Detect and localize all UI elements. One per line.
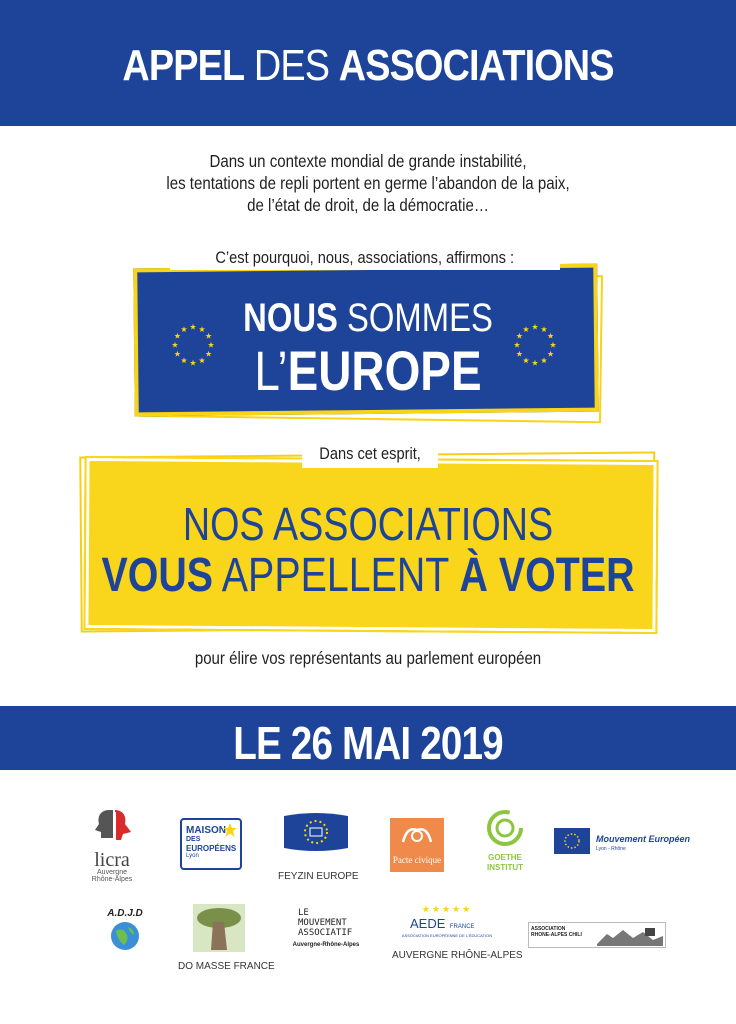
date-band [0, 706, 736, 770]
mouvement-europeen-logo: Mouvement Européen Lyon - Rhône [554, 828, 694, 858]
licra-name: licra [94, 849, 130, 871]
licra-profiles-icon [87, 806, 137, 846]
vous-appellent-heading: VOUS APPELLENT À VOTER [101, 549, 635, 602]
star-icon [222, 822, 238, 838]
pourquoi-caption: C’est pourquoi, nous, associations, affirmons : [170, 246, 560, 270]
maison-europeens-logo: MAISON DES EUROPÉENS Lyon [180, 818, 242, 870]
nous-sommes-heading: NOUS SOMMES [243, 296, 493, 340]
handshake-icon [397, 822, 437, 850]
licra-logo [82, 806, 142, 883]
do-masse-logo: DO MASSE FRANCE [178, 904, 260, 974]
intro-text [52, 150, 685, 216]
eu-flag-icon [282, 810, 350, 854]
baobab-tree-icon [193, 904, 245, 952]
esprit-caption: Dans cet esprit, [302, 440, 438, 468]
feyzin-europe-logo: FEYZIN EUROPE [278, 810, 354, 882]
stars-icon: ★★★★★ [421, 904, 473, 914]
header-band [0, 0, 736, 126]
intro-line-2: les tentations de repli portent en germe l’abandon de la paix, [166, 173, 570, 193]
goethe-circle-icon [485, 808, 525, 848]
landscape-icon [597, 924, 663, 946]
aede-logo: ★★★★★ AEDE FRANCE ASSOCIATION EUROPÉENNE DE L'ÉDUCATION AUVERGNE RHÔNE-ALPES [392, 904, 523, 961]
page-title: APPEL DES ASSOCIATIONS [122, 41, 614, 90]
adjd-logo: A.D.J.D [98, 908, 152, 964]
outro-text: pour élire vos représentants au parlement européen [194, 648, 542, 668]
europe-heading: L’EUROPE [254, 339, 482, 402]
eu-flag-icon [554, 828, 590, 854]
globe-icon [108, 919, 142, 953]
goethe-institut-logo: GOETHE INSTITUT [480, 808, 530, 878]
nos-associations-heading: NOS ASSOCIATIONS [182, 498, 554, 550]
mouvement-associatif-logo: LE MOUVEMENT ASSOCIATIF Auvergne-Rhône-Alpes [292, 908, 360, 948]
licra-region: Auvergne Rhône-Alpes [91, 869, 133, 883]
intro-line-1: Dans un contexte mondial de grande instabilité, [209, 151, 527, 171]
intro-line-3: de l’état de droit, de la démocratie… [247, 195, 489, 215]
chili-association-logo: ASSOCIATION RHONE-ALPES CHILI [528, 922, 666, 948]
election-date: LE 26 MAI 2019 [233, 717, 503, 769]
pacte-civique-logo: Pacte civique [390, 818, 444, 872]
